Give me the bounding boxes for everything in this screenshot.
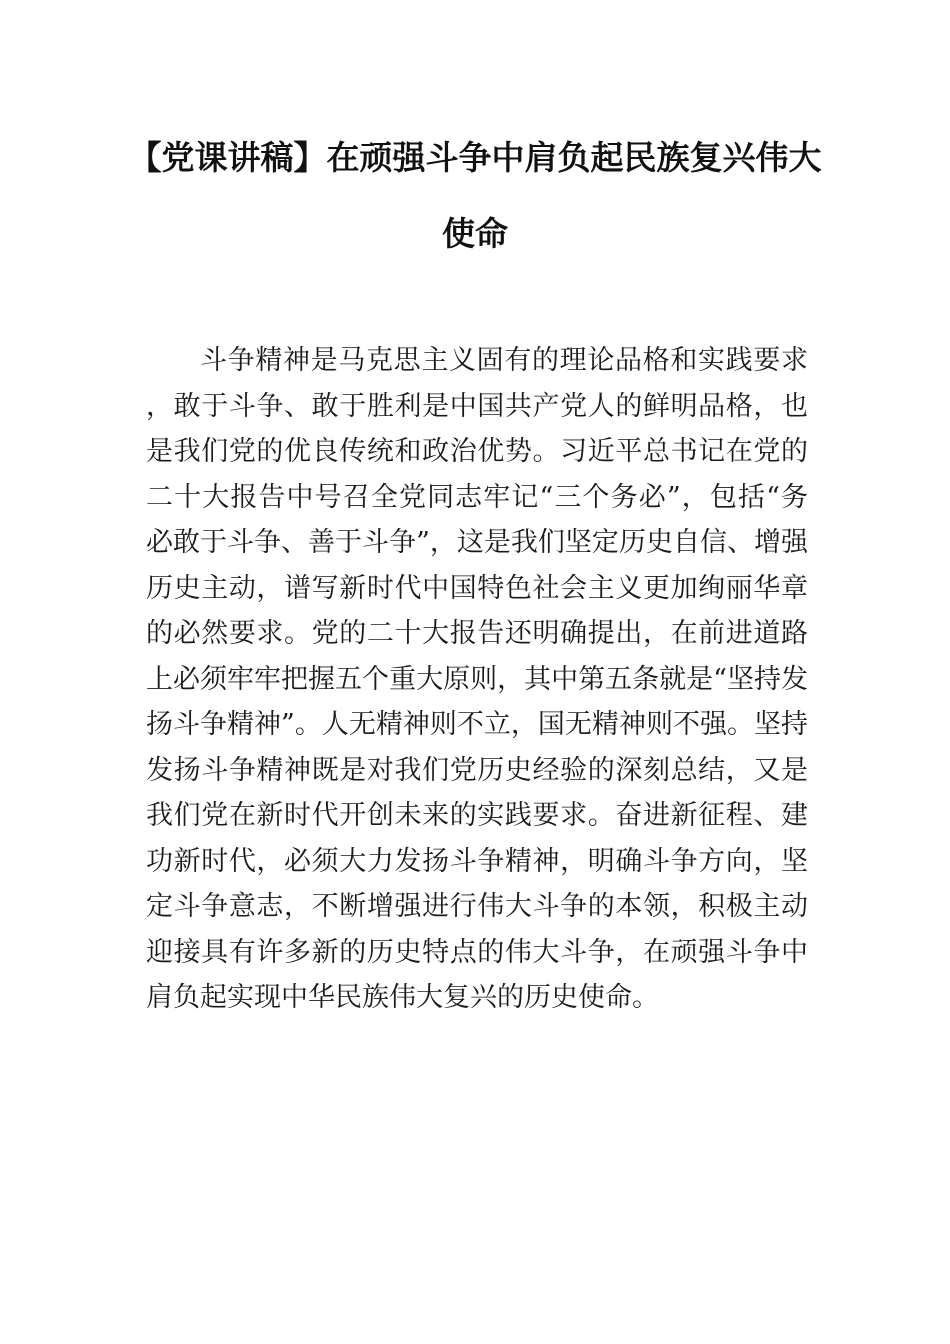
document-title: 【党课讲稿】在顽强斗争中肩负起民族复兴伟大使命: [128, 138, 822, 253]
body-paragraph: 斗争精神是马克思主义固有的理论品格和实践要求，敢于斗争、敢于胜利是中国共产党人的鲜明品格，也是我们党的优良传统和政治优势。习近平总书记在党的二十大报告中号召全党同志牢记“三个务必”，包括“务必敢于斗争、善于斗争”，这是我们坚定历史自信、增强历史主动，谱写新时代中国特色社会主义更加绚丽华章的必然要求。党的二十大报告还明确提出，在前进道路上必须牢牢把握五个重大原则，其中第五条就是“坚持发扬斗争精神”。人无精神则不立，国无精神则不强。坚持发扬斗争精神既是对我们党历史经验的深刻总结，又是我们党在新时代开创未来的实践要求。奋进新征程、建功新时代，必须大力发扬斗争精神，明确斗争方向，坚定斗争意志，不断增强进行伟大斗争的本领，积极主动迎接具有许多新的历史特点的伟大斗争，在顽强斗争中肩负起实现中华民族伟大复兴的历史使命。: [146, 345, 808, 1013]
